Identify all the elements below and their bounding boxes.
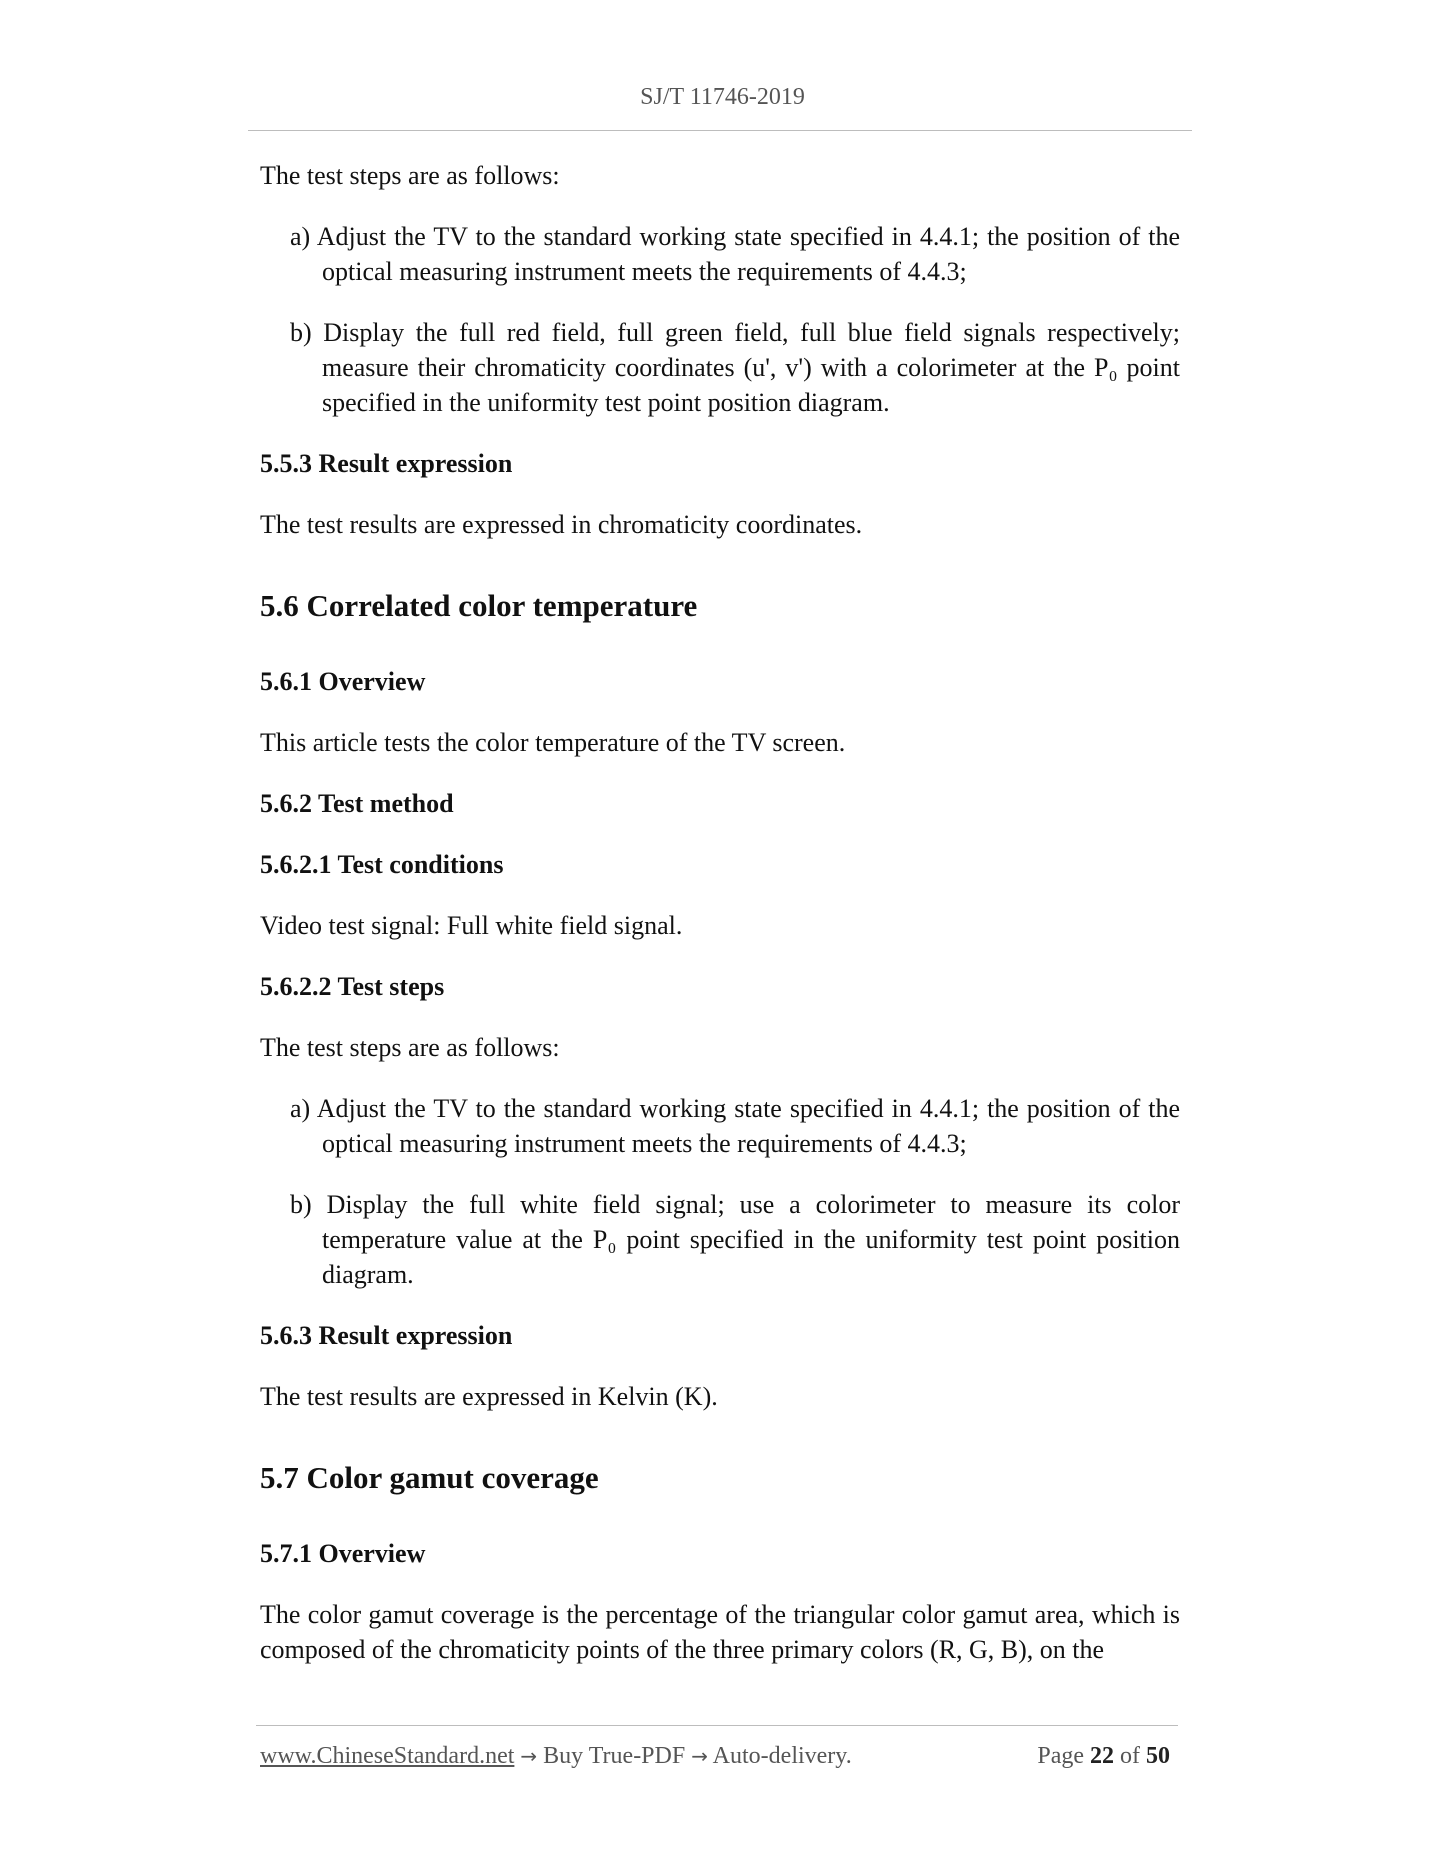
page-label: Page (1037, 1743, 1084, 1769)
arrow-right-icon: → (520, 1744, 538, 1768)
step-a-555: a) Adjust the TV to the standard working state specified in 4.4.1; the position of the optical measuring instrument meets the requirements of 4.4.3; (290, 222, 1180, 286)
page-indicator (1037, 1743, 1170, 1770)
heading-5-6-2-1: 5.6.2.1 Test conditions (260, 850, 504, 879)
page-number: 22 (1090, 1743, 1114, 1769)
arrow-right-icon: → (691, 1744, 708, 1768)
paragraph-5-6-3: The test results are expressed in Kelvin (K). (260, 1382, 718, 1411)
auto-delivery-text: Auto-delivery. (712, 1743, 852, 1769)
step-b-555: b) Display the full red field, full green field, full blue field signals respectively; measure their chromaticity coordinates (u', v') with a colorimeter at the P₀ point specified in the uniformity test point position diagram. (290, 318, 1180, 417)
paragraph-5-6-2-1: Video test signal: Full white field signal. (260, 911, 683, 940)
page-footer (260, 1743, 1180, 1777)
document-body (260, 158, 1180, 1693)
buy-true-pdf-text: Buy True-PDF (543, 1743, 686, 1769)
paragraph-5-6-1: This article tests the color temperature of the TV screen. (260, 728, 846, 757)
heading-5-5-3: 5.5.3 Result expression (260, 449, 513, 478)
footer-divider (256, 1725, 1178, 1726)
page-total: 50 (1146, 1743, 1170, 1769)
paragraph-5-7-1: The color gamut coverage is the percentage of the triangular color gamut area, which is composed of the chromaticity points of the three primary colors (R, G, B), on the (260, 1600, 1180, 1664)
heading-5-6: 5.6 Correlated color temperature (260, 588, 698, 623)
step-a-5622: a) Adjust the TV to the standard working state specified in 4.4.1; the position of the optical measuring instrument meets the requirements of 4.4.3; (290, 1094, 1180, 1158)
chinesestandard-link[interactable]: www.ChineseStandard.net (260, 1743, 515, 1769)
heading-5-6-1: 5.6.1 Overview (260, 667, 426, 696)
heading-5-7-1: 5.7.1 Overview (260, 1539, 426, 1568)
heading-5-7: 5.7 Color gamut coverage (260, 1460, 599, 1495)
paragraph-5-5-3: The test results are expressed in chromaticity coordinates. (260, 510, 863, 539)
step-b-5622: b) Display the full white field signal; use a colorimeter to measure its color temperature value at the P₀ point specified in the uniformity test point position diagram. (290, 1190, 1180, 1289)
paragraph-5-6-2-2: The test steps are as follows: (260, 1033, 560, 1062)
heading-5-6-2: 5.6.2 Test method (260, 789, 454, 818)
intro-paragraph: The test steps are as follows: (260, 161, 560, 190)
page-header-title: SJ/T 11746-2019 (640, 84, 805, 110)
heading-5-6-3: 5.6.3 Result expression (260, 1321, 513, 1350)
footer-promo (260, 1743, 852, 1770)
header-divider (248, 130, 1192, 131)
heading-5-6-2-2: 5.6.2.2 Test steps (260, 972, 445, 1001)
of-label: of (1120, 1743, 1140, 1769)
